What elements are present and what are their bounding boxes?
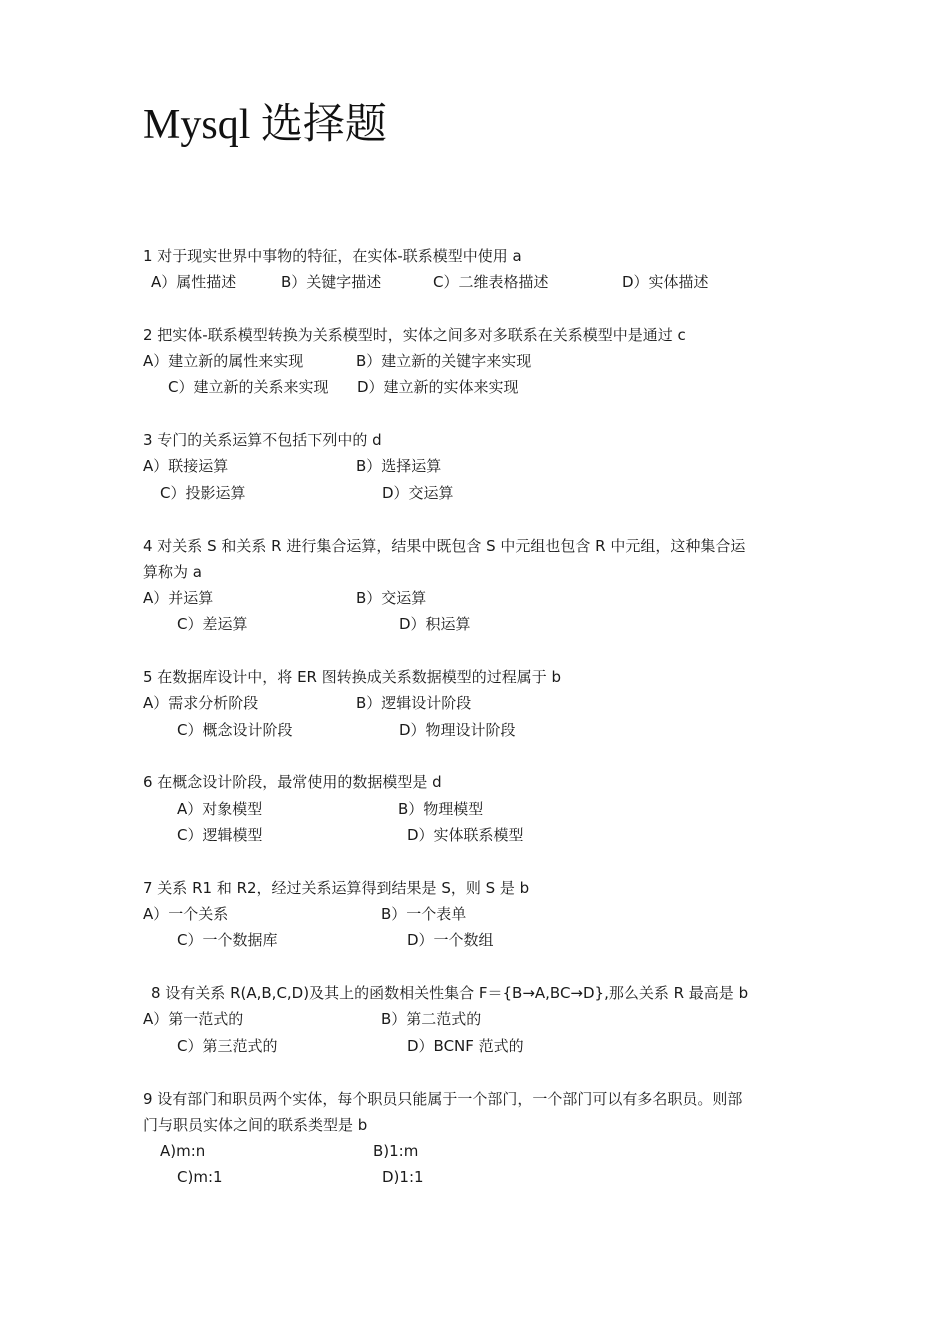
question-2-option-b: B）建立新的关键字来实现 — [356, 352, 532, 370]
question-2-option-a: A）建立新的属性来实现 — [143, 352, 304, 370]
question-3-option-c: C）投影运算 — [160, 484, 246, 502]
question-5-option-a: A）需求分析阶段 — [143, 694, 259, 712]
question-1-stem: 1 对于现实世界中事物的特征，在实体-联系模型中使用 a — [143, 247, 522, 265]
question-9-stem-line-2: 门与职员实体之间的联系类型是 b — [143, 1116, 368, 1134]
question-4-option-d: D）积运算 — [399, 615, 471, 633]
question-5-option-c: C）概念设计阶段 — [177, 721, 293, 739]
question-3-stem: 3 专门的关系运算不包括下列中的 d — [143, 431, 382, 449]
question-3-option-a: A）联接运算 — [143, 457, 229, 475]
question-9-option-b: B)1:m — [373, 1142, 419, 1160]
question-5-option-d: D）物理设计阶段 — [399, 721, 516, 739]
question-7-option-b: B）一个表单 — [381, 905, 467, 923]
question-4-stem-line-2: 算称为 a — [143, 563, 202, 581]
question-4-option-b: B）交运算 — [356, 589, 427, 607]
question-1-option-a: A）属性描述 — [151, 273, 237, 291]
question-2-option-c: C）建立新的关系来实现 — [168, 378, 329, 396]
question-7-stem: 7 关系 R1 和 R2，经过关系运算得到结果是 S，则 S 是 b — [143, 879, 530, 897]
question-8-option-c: C）第三范式的 — [177, 1037, 278, 1055]
question-6-option-b: B）物理模型 — [398, 800, 484, 818]
question-5-option-b: B）逻辑设计阶段 — [356, 694, 472, 712]
question-6-option-d: D）实体联系模型 — [407, 826, 524, 844]
question-9-option-a: A)m:n — [160, 1142, 206, 1160]
question-6-option-c: C）逻辑模型 — [177, 826, 263, 844]
question-1-option-d: D）实体描述 — [622, 273, 709, 291]
question-2-option-d: D）建立新的实体来实现 — [357, 378, 519, 396]
question-6-stem: 6 在概念设计阶段，最常使用的数据模型是 d — [143, 773, 442, 791]
page-title: Mysql 选择题 — [143, 102, 387, 148]
question-3-option-b: B）选择运算 — [356, 457, 442, 475]
question-4-option-c: C）差运算 — [177, 615, 248, 633]
question-1-option-c: C）二维表格描述 — [433, 273, 549, 291]
question-4-option-a: A）并运算 — [143, 589, 214, 607]
question-3-option-d: D）交运算 — [382, 484, 454, 502]
question-9-option-c: C)m:1 — [177, 1168, 223, 1186]
question-5-stem: 5 在数据库设计中，将 ER 图转换成关系数据模型的过程属于 b — [143, 668, 562, 686]
question-7-option-c: C）一个数据库 — [177, 931, 278, 949]
question-8-option-d: D）BCNF 范式的 — [407, 1037, 524, 1055]
question-8-option-a: A）第一范式的 — [143, 1010, 244, 1028]
question-1-option-b: B）关键字描述 — [281, 273, 382, 291]
question-9-option-d: D)1:1 — [382, 1168, 424, 1186]
question-8-option-b: B）第二范式的 — [381, 1010, 482, 1028]
question-4-stem-line-1: 4 对关系 S 和关系 R 进行集合运算，结果中既包含 S 中元组也包含 R 中元组，这种集合运 — [143, 537, 746, 555]
question-7-option-d: D）一个数组 — [407, 931, 494, 949]
question-2-stem: 2 把实体-联系模型转换为关系模型时，实体之间多对多联系在关系模型中是通过 c — [143, 326, 686, 344]
question-7-option-a: A）一个关系 — [143, 905, 229, 923]
question-8-stem: 8 设有关系 R(A,B,C,D)及其上的函数相关性集合 F＝{B→A,BC→D},那么关系 R 最高是 b — [151, 984, 749, 1002]
question-9-stem-line-1: 9 设有部门和职员两个实体，每个职员只能属于一个部门，一个部门可以有多名职员。则部 — [143, 1090, 743, 1108]
question-6-option-a: A）对象模型 — [177, 800, 263, 818]
